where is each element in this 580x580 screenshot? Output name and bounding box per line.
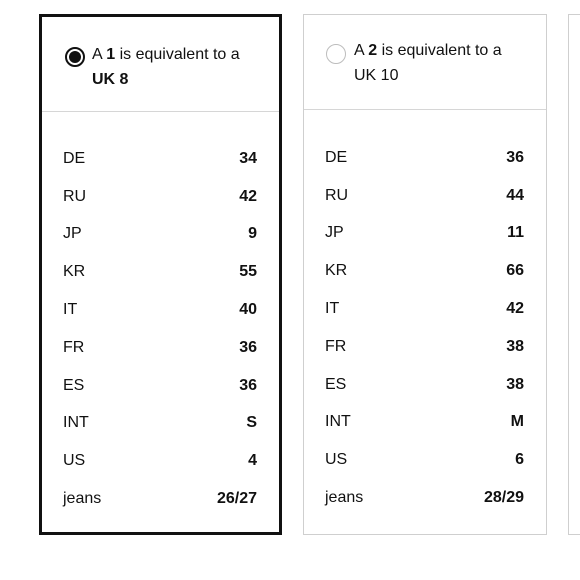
label-prefix: A [354,42,369,59]
label-size: 2 [368,42,378,59]
region-size: 66 [506,262,524,280]
conversion-row [325,328,524,366]
region-label: DE [63,149,86,167]
region-label: JP [63,225,82,243]
size-option-label [354,38,534,88]
region-size: 40 [239,301,257,319]
conversion-table [63,140,257,518]
region-size: 42 [506,300,524,318]
region-size: 55 [239,263,257,281]
region-size: 6 [515,451,524,469]
size-option-header[interactable] [42,17,279,112]
conversion-row [325,441,524,479]
conversion-row [63,216,257,254]
size-option-card-1[interactable] [39,14,282,535]
region-label: IT [325,300,340,318]
conversion-row [325,252,524,290]
region-label: jeans [63,490,102,508]
size-option-header[interactable] [304,15,546,110]
region-label: US [63,452,86,470]
conversion-row [63,178,257,216]
region-size: 36 [239,338,257,356]
region-label: KR [325,262,348,280]
region-label: US [325,451,348,469]
conversion-row [63,291,257,329]
region-label: FR [325,337,347,355]
radio-selected-icon[interactable] [65,47,85,67]
region-label: jeans [325,489,364,507]
region-size: 28/29 [483,489,524,507]
conversion-row [325,404,524,442]
region-size: M [510,413,524,431]
conversion-row [63,405,257,443]
label-uk-size: UK 8 [92,71,129,88]
conversion-row [325,290,524,328]
size-option-card-2[interactable] [303,14,547,535]
conversion-row [63,253,257,291]
region-size: 26/27 [216,490,257,508]
region-size: 36 [506,148,524,166]
region-size: 38 [506,375,524,393]
label-middle: is equivalent to a [377,42,502,59]
size-option-label [92,42,272,92]
label-uk-size: UK 10 [354,67,399,84]
region-label: JP [325,224,344,242]
region-size: 38 [506,337,524,355]
label-prefix: A [92,46,107,63]
region-label: ES [63,376,85,394]
region-label: RU [63,187,87,205]
region-size: 11 [507,224,524,242]
size-option-card-3-partial[interactable] [568,14,580,535]
region-label: ES [325,375,347,393]
region-size: S [246,414,257,432]
region-size: 44 [506,186,524,204]
region-label: KR [63,263,86,281]
conversion-row [325,177,524,215]
conversion-row [325,366,524,404]
region-label: INT [325,413,351,431]
conversion-row [325,139,524,177]
region-size: 36 [239,376,257,394]
conversion-row [63,480,257,518]
region-label: INT [63,414,89,432]
conversion-row [63,329,257,367]
conversion-row [325,215,524,253]
conversion-row [325,479,524,517]
region-size: 4 [248,452,257,470]
conversion-row [63,442,257,480]
label-size: 1 [106,46,116,63]
region-label: IT [63,301,78,319]
region-size: 9 [248,225,257,243]
region-label: FR [63,338,85,356]
label-middle: is equivalent to a [115,46,240,63]
conversion-table [325,139,524,517]
radio-unselected-icon[interactable] [326,44,346,64]
conversion-row [63,367,257,405]
region-label: RU [325,186,349,204]
region-label: DE [325,148,348,166]
region-size: 34 [239,149,257,167]
region-size: 42 [239,187,257,205]
conversion-row [63,140,257,178]
